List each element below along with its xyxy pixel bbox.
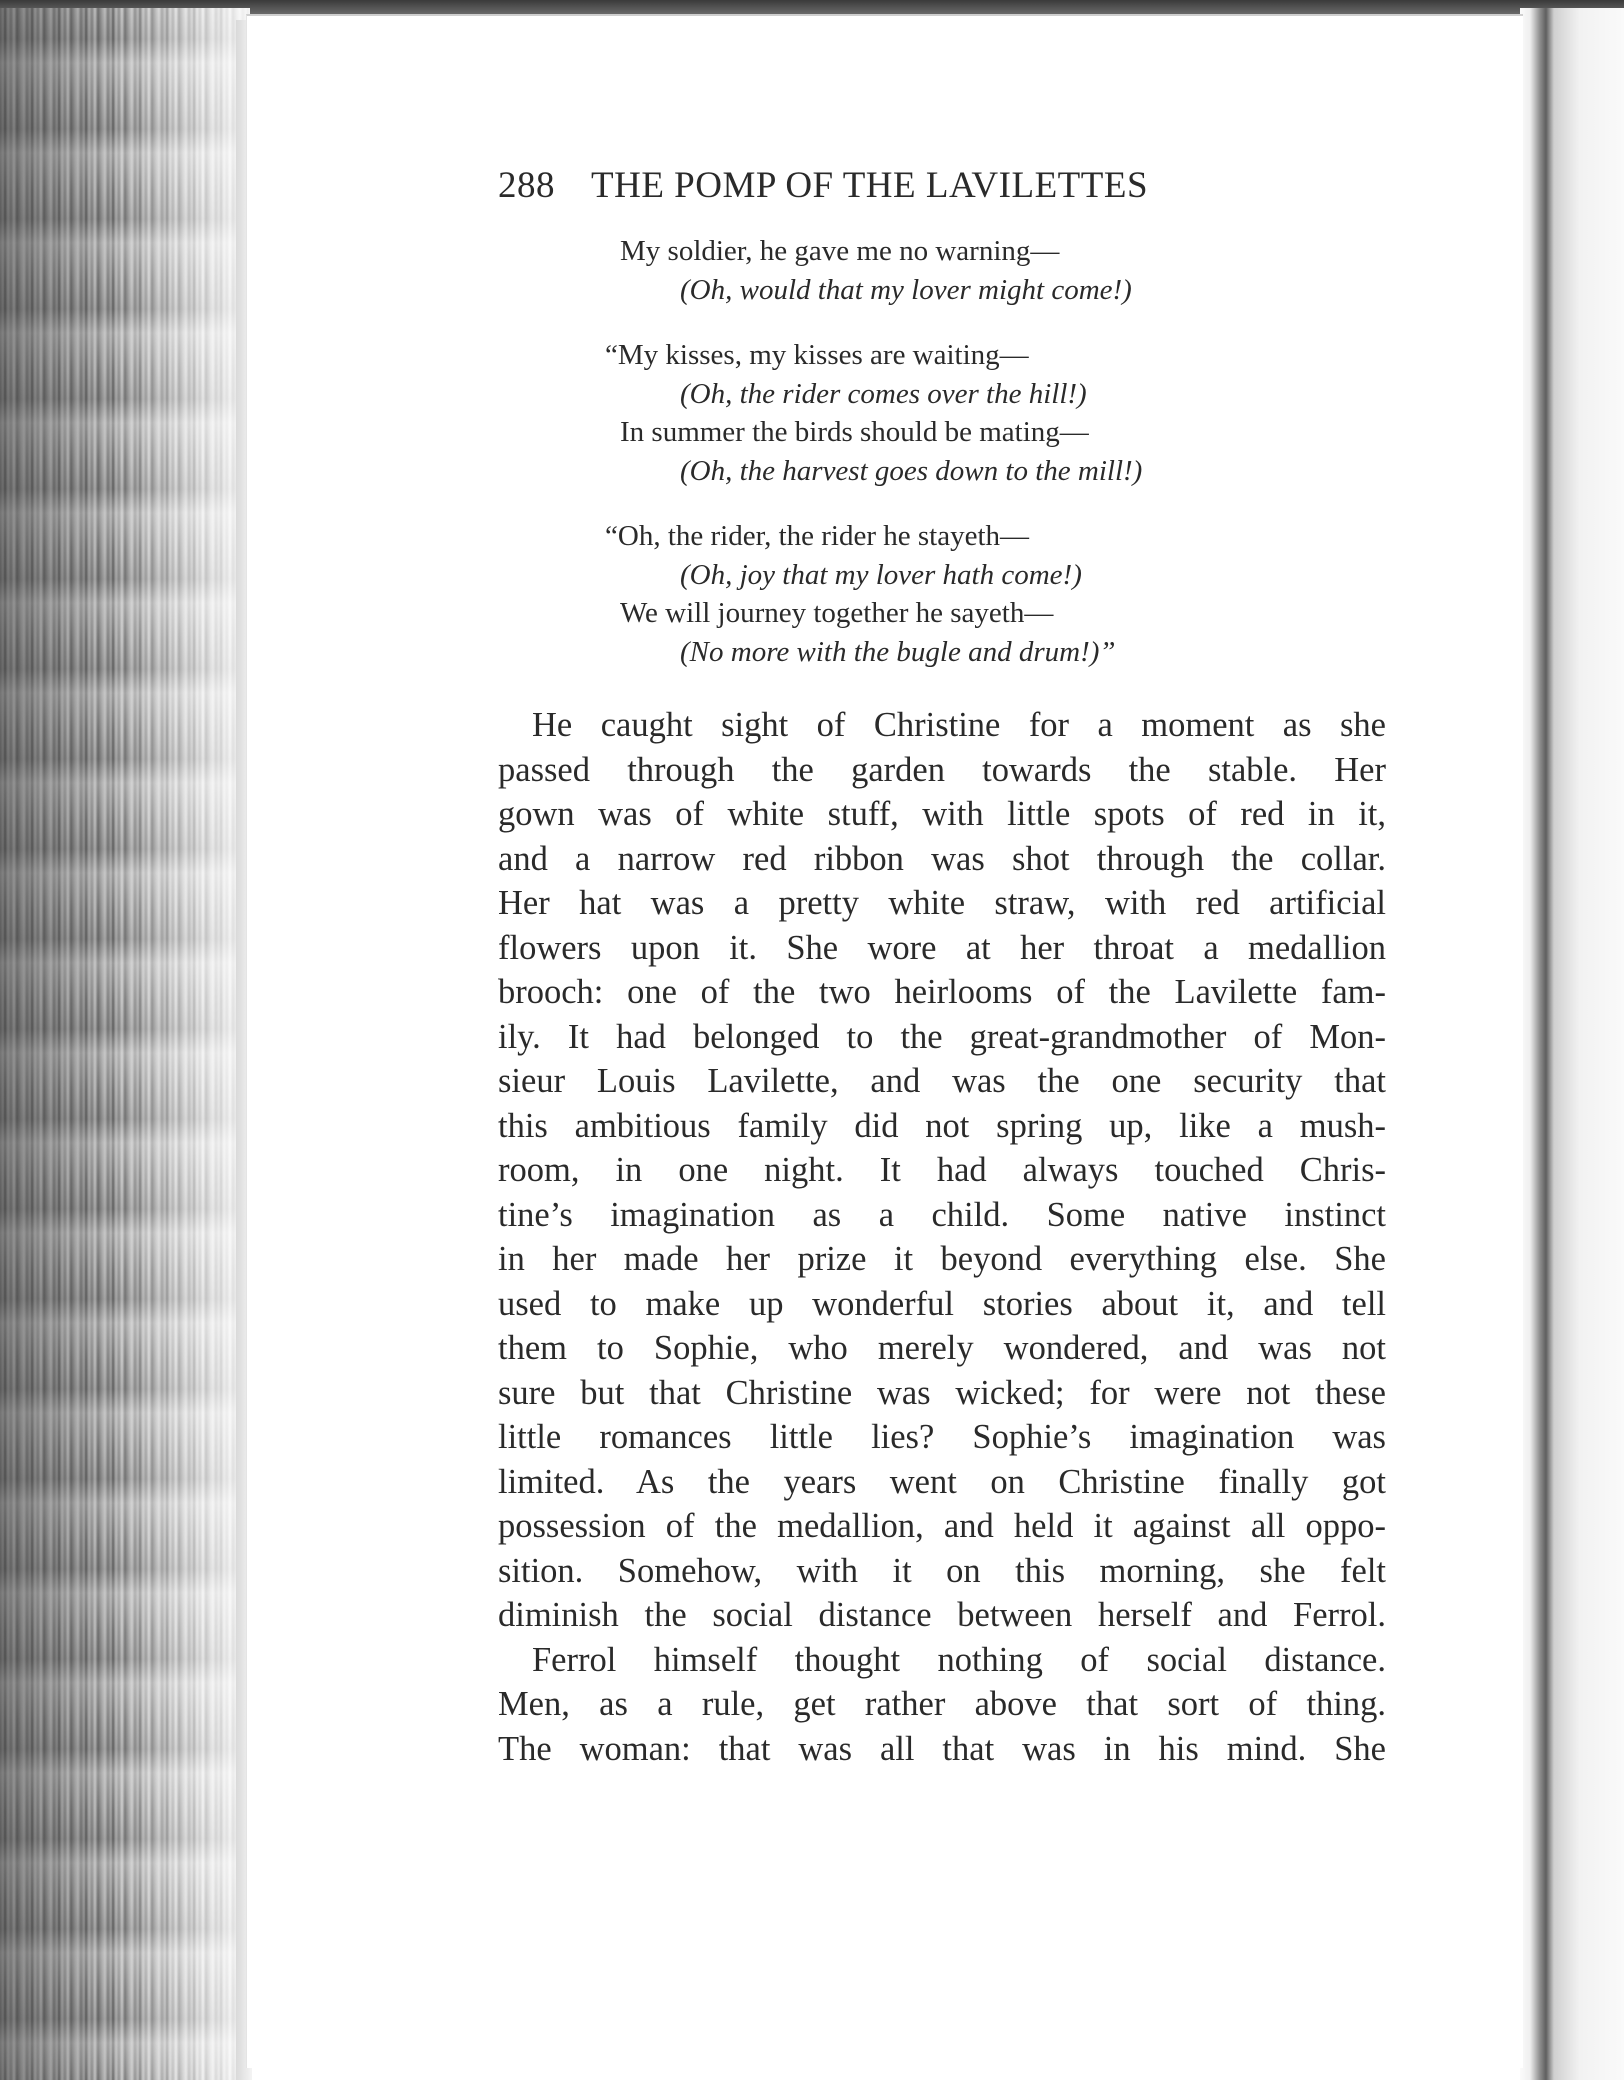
- poem-refrain: (Oh, would that my lover might come!): [680, 273, 1132, 306]
- text-line: sure but that Christine was wicked; for were not these: [498, 1373, 1386, 1412]
- poem-line: In summer the birds should be mating—: [620, 416, 1089, 448]
- text-line: and a narrow red ribbon was shot through the collar.: [498, 839, 1386, 878]
- stanza-break: [620, 309, 1340, 336]
- text-line: Ferrol himself thought nothing of social distance.: [532, 1640, 1386, 1679]
- poem-line: “Oh, the rider, the rider he stayeth—: [605, 520, 1030, 552]
- text-line: this ambitious family did not spring up, like a mush-: [498, 1106, 1386, 1145]
- text-line: in her made her prize it beyond everything else. She: [498, 1240, 1386, 1278]
- text-line: gown was of white stuff, with little spots of red in it,: [498, 795, 1386, 833]
- poem-refrain: (Oh, the harvest goes down to the mill!): [680, 454, 1143, 487]
- poem-line: My soldier, he gave me no warning—: [620, 235, 1060, 267]
- text-line: brooch: one of the two heirlooms of the Lavilette fam-: [498, 973, 1386, 1011]
- text-line: Men, as a rule, get rather above that sort of thing.: [498, 1685, 1386, 1723]
- text-line: diminish the social distance between herself and Ferrol.: [498, 1596, 1386, 1634]
- text-line: them to Sophie, who merely wondered, and was not: [498, 1329, 1386, 1367]
- text-line: possession of the medallion, and held it against all oppo-: [498, 1507, 1386, 1545]
- poem-refrain: (No more with the bugle and drum!)”: [680, 635, 1116, 668]
- stanza-break: [620, 490, 1340, 517]
- body-text: [498, 703, 1386, 1771]
- poem-line: “My kisses, my kisses are waiting—: [605, 339, 1029, 371]
- text-line: The woman: that was all that was in his mind. She: [498, 1729, 1386, 1768]
- poem: [605, 232, 1340, 671]
- text-line: little romances little lies? Sophie’s imagination was: [498, 1418, 1386, 1456]
- poem-line: We will journey together he sayeth—: [620, 597, 1054, 629]
- text-line: used to make up wonderful stories about it, and tell: [498, 1284, 1386, 1323]
- text-line: passed through the garden towards the stable. Her: [498, 750, 1386, 789]
- text-line: He caught sight of Christine for a moment as she: [532, 706, 1386, 744]
- page-number: 288: [498, 165, 555, 206]
- text-line: limited. As the years went on Christine finally got: [498, 1462, 1386, 1501]
- book-title: THE POMP OF THE LAVILETTES: [591, 165, 1149, 206]
- text-line: room, in one night. It had always touched Chris-: [498, 1151, 1386, 1189]
- text-line: flowers upon it. She wore at her throat a medallion: [498, 928, 1386, 967]
- running-head: [498, 164, 1398, 220]
- text-line: sition. Somehow, with it on this morning, she felt: [498, 1551, 1386, 1590]
- text-line: sieur Louis Lavilette, and was the one security that: [498, 1062, 1386, 1100]
- text-line: ily. It had belonged to the great-grandmother of Mon-: [498, 1017, 1386, 1056]
- poem-refrain: (Oh, joy that my lover hath come!): [680, 558, 1082, 591]
- book-page-edges: [0, 8, 250, 2080]
- text-line: Her hat was a pretty white straw, with red artificial: [498, 884, 1386, 922]
- text-line: tine’s imagination as a child. Some native instinct: [498, 1195, 1386, 1234]
- book-gutter: [1520, 8, 1624, 2080]
- poem-refrain: (Oh, the rider comes over the hill!): [680, 377, 1087, 410]
